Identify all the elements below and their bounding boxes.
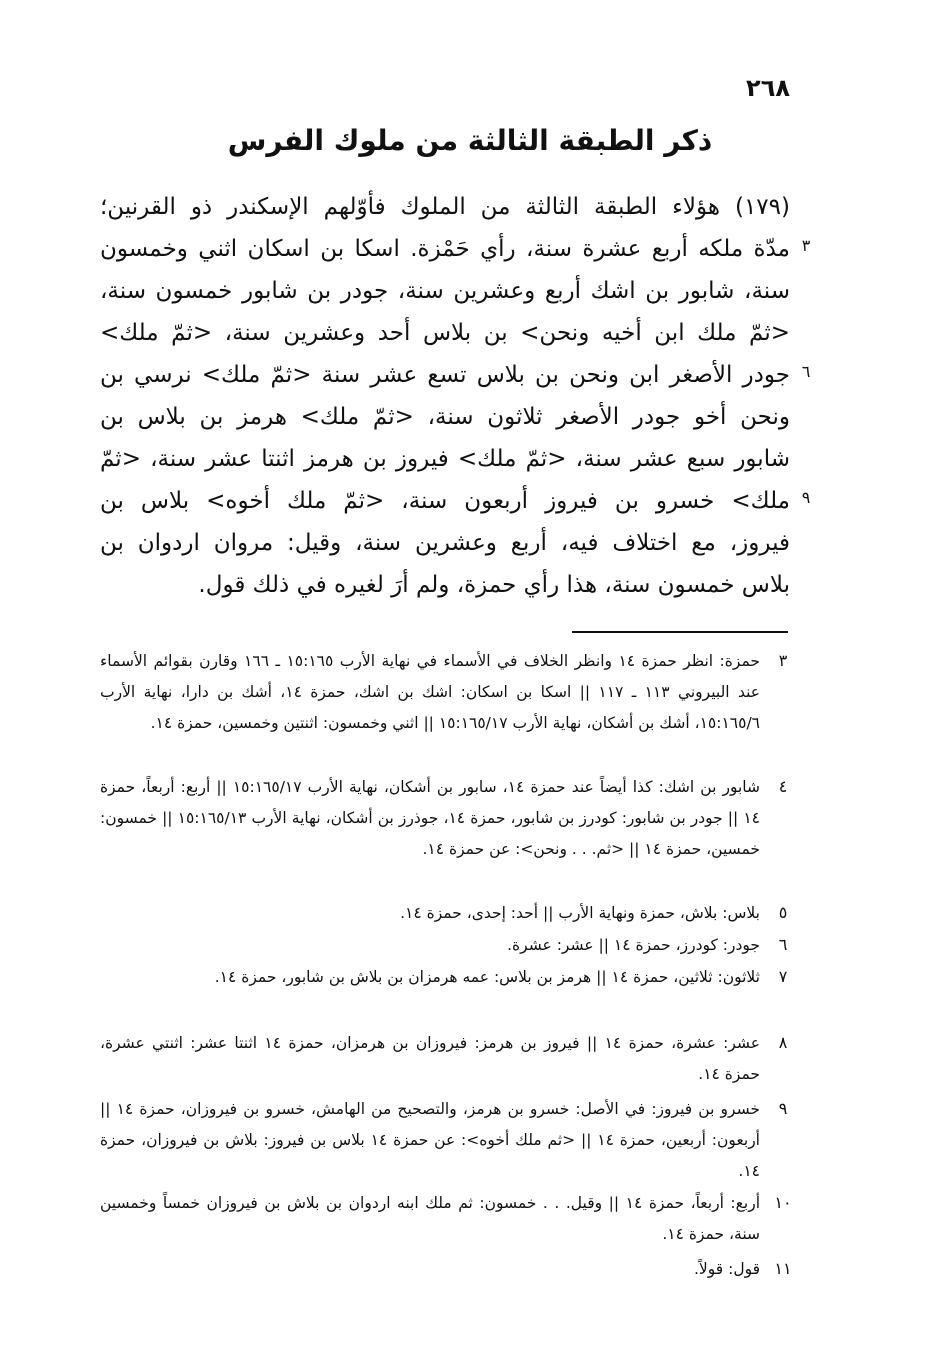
footnote-text: عشر: عشرة، حمزة ١٤ || فيروز بن هرمز: فيروزان بن هرمزان، حمزة ١٤ اثنتا عشر: اثنتي عشرة، حمزة ١٤. (100, 1034, 760, 1083)
footnote-number: ١١ (774, 1259, 792, 1278)
footnote-text: حمزة: انظر حمزة ١٤ وانظر الخلاف في الأسماء في نهاية الأرب ١٥:١٦٥ ـ ١٦٦ وقارن بقوائم الأسماء عند البيروني ١١٣ ـ ١١٧ || اسكا بن اسكان: اشك بن اشك، حمزة ١٤، أشك بن دارا، نهاية الأرب ١٥:١٦٥/٦، أشك بن أشكان، نهاية الأرب ١٥:١٦٥/١٧ || اثني وخمسون: اثنتين وخمسين، حمزة ١٤. (100, 652, 761, 732)
main-text-line: مدّة ملكه أربع عشرة سنة، رأي حَمْزة. اسكا بن اسكان اثني وخمسون (100, 236, 790, 262)
page-number: ٢٦٨ (746, 74, 790, 102)
line-number: ٣ (801, 236, 811, 255)
main-text-line: <ثمّ ملك ابن أخيه ونحن> بن بلاس أحد وعشرين سنة، <ثمّ ملك> (100, 320, 790, 346)
main-text-line: بلاس خمسون سنة، هذا رأي حمزة، ولم أرَ لغيره في ذلك قول. (198, 572, 790, 598)
main-text-line: ونحن أخو جودر الأصغر ثلاثون سنة، <ثمّ ملك> هرمز بن بلاس بن (100, 404, 790, 430)
main-text-line: (١٧٩) هؤلاء الطبقة الثالثة من الملوك فأوّلهم الإسكندر ذو القرنين؛ (100, 194, 790, 220)
footnote-text: جودر: كودرز، حمزة ١٤ || عشر: عشرة. (507, 936, 760, 954)
main-text-line: فيروز، مع اختلاف فيه، أربع وعشرين سنة، وقيل: مروان اردوان بن (100, 530, 790, 556)
footnote-number: ١٠ (774, 1193, 792, 1212)
footnote-text: قول: قولاً. (693, 1260, 760, 1278)
footnote-text: شابور بن اشك: كذا أيضاً عند حمزة ١٤، سابور بن أشكان، نهاية الأرب ١٥:١٦٥/١٧ || أربع: أربعاً، حمزة ١٤ || جودر بن شابور: كودرز بن شابور، حمزة ١٤، جوذرز بن أشكان، نهاية الأرب ١٥:١٦٥/١٣ || خمسون: خمسين، حمزة ١٤ || <ثم. . . ونحن>: عن حمزة ١٤. (100, 778, 760, 858)
footnote-separator (572, 631, 788, 633)
footnote-text: بلاس: بلاش، حمزة ونهاية الأرب || أحد: إحدى، حمزة ١٤. (400, 904, 760, 922)
footnote-number: ٨ (778, 1033, 788, 1052)
line-number: ٩ (801, 488, 811, 507)
main-text-line: شابور سبع عشر سنة، <ثمّ ملك> فيروز بن هرمز اثنتا عشر سنة، <ثمّ (100, 446, 790, 472)
main-text-line: ملك> خسرو بن فيروز أربعون سنة، <ثمّ ملك أخوه> بلاس بن (100, 488, 790, 514)
footnote-text: أربع: أربعاً، حمزة ١٤ || وقيل. . . خمسون: ثم ملك ابنه اردوان بن بلاش بن فيروزان خمساً وخمسين سنة، حمزة ١٤. (100, 1194, 760, 1243)
footnote-number: ٩ (778, 1099, 788, 1118)
main-text-line: سنة، شابور بن اشك أربع وعشرين سنة، جودر بن شابور خمسون سنة، (100, 278, 790, 304)
footnote-text: ثلاثون: ثلاثين، حمزة ١٤ || هرمز بن بلاس: عمه هرمزان بن بلاش بن شابور، حمزة ١٤. (214, 968, 760, 986)
main-text-line: جودر الأصغر ابن ونحن بن بلاس تسع عشر سنة <ثمّ ملك> نرسي بن (100, 362, 790, 388)
footnote-number: ٣ (778, 651, 788, 670)
chapter-title: ذكر الطبقة الثالثة من ملوك الفرس (227, 124, 713, 157)
footnote-number: ٥ (778, 903, 788, 922)
footnote-text: خسرو بن فيروز: في الأصل: خسرو بن هرمز، والتصحيح من الهامش، خسرو بن فيروزان، حمزة ١٤ || أربعون: أربعين، حمزة ١٤ || <ثم ملك أخوه>: عن حمزة ١٤ بلاس بن فيروز: بلاش بن فيروزان، حمزة ١٤. (100, 1100, 760, 1180)
line-number: ٦ (801, 362, 811, 381)
footnote-number: ٧ (778, 967, 788, 986)
footnote-number: ٤ (778, 777, 788, 796)
footnote-number: ٦ (778, 935, 788, 954)
